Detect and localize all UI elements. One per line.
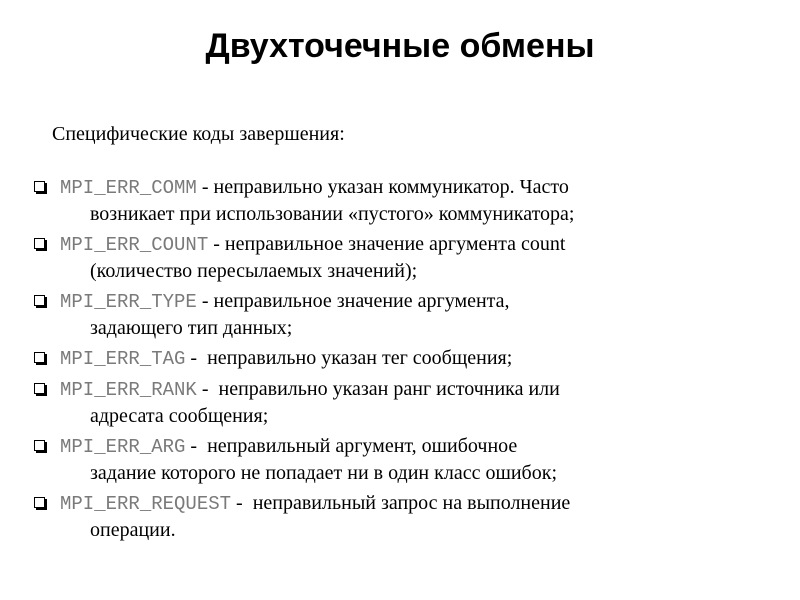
separator: - [208, 233, 225, 255]
error-description-cont: адресата сообщения; [90, 405, 269, 427]
checkbox-bullet-icon [34, 440, 45, 451]
checkbox-bullet-icon [34, 238, 45, 249]
error-description-cont: возникает при использовании «пустого» коммуникатора; [90, 203, 575, 225]
error-item-rank [34, 376, 774, 429]
error-code: MPI_ERR_ARG [60, 436, 186, 458]
error-description-cont: операции. [90, 519, 176, 541]
error-code: MPI_ERR_RANK [60, 379, 197, 401]
checkbox-bullet-icon [34, 181, 45, 192]
checkbox-bullet-icon [34, 497, 45, 508]
error-description: неправильно указан тег сообщения; [207, 347, 513, 369]
error-item-type [34, 288, 774, 341]
error-item-comm [34, 174, 774, 227]
error-description: неправильно указан коммуникатор. Часто [213, 176, 569, 198]
checkbox-bullet-icon [34, 383, 45, 394]
error-description: неправильное значение аргумента count [224, 233, 566, 255]
separator: - [185, 435, 208, 457]
separator: - [196, 290, 214, 312]
separator: - [196, 176, 214, 198]
subtitle: Специфические коды завершения: [52, 123, 345, 145]
separator: - [196, 378, 219, 400]
error-code: MPI_ERR_TAG [60, 348, 186, 370]
error-code: MPI_ERR_COUNT [60, 234, 209, 256]
slide-title: Двухточечные обмены [205, 27, 595, 65]
error-item-count [34, 231, 774, 284]
error-description: неправильно указан ранг источника или [218, 378, 560, 400]
error-code: MPI_ERR_TYPE [60, 291, 197, 313]
error-description: неправильный аргумент, ошибочное [207, 435, 518, 457]
error-description: неправильный запрос на выполнение [252, 492, 571, 514]
error-description-cont: задание которого не попадает ни в один класс ошибок; [90, 462, 558, 484]
separator: - [185, 347, 208, 369]
error-item-tag [34, 345, 774, 372]
checkbox-bullet-icon [34, 295, 45, 306]
error-description: неправильное значение аргумента, [213, 290, 510, 312]
error-description-cont: (количество пересылаемых значений); [90, 260, 418, 282]
error-item-arg [34, 433, 774, 486]
separator: - [231, 492, 253, 514]
error-code: MPI_ERR_REQUEST [60, 493, 232, 515]
checkbox-bullet-icon [34, 352, 45, 363]
error-code-list [34, 174, 774, 543]
error-code: MPI_ERR_COMM [60, 177, 197, 199]
error-description-cont: задающего тип данных; [90, 317, 293, 339]
error-item-request [34, 490, 774, 543]
